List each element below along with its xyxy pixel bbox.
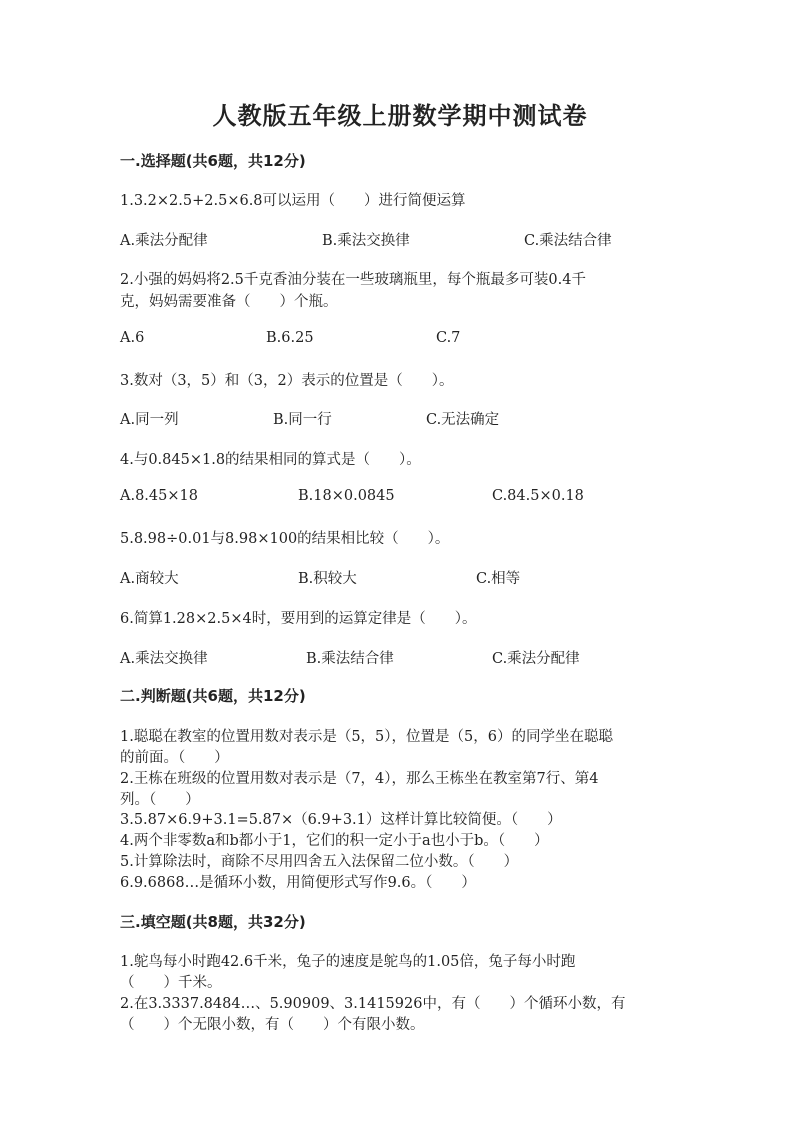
- option-c: C.无法确定: [426, 412, 500, 428]
- option-a: A.同一列: [120, 412, 179, 428]
- fill-line: （ ）千米。: [120, 975, 222, 991]
- option-a: A.乘法分配律: [120, 233, 208, 249]
- question-text: 克，妈妈需要准备（ ）个瓶。: [120, 294, 338, 310]
- option-c: C.相等: [476, 571, 521, 587]
- question-text: 3.数对（3，5）和（3，2）表示的位置是（ ）。: [120, 373, 454, 389]
- option-b: B.乘法结合律: [306, 651, 394, 667]
- section-heading-fill: 三.填空题(共8题，共32分): [120, 913, 306, 931]
- page-title: 人教版五年级上册数学期中测试卷: [212, 102, 588, 130]
- judgment-line: 的前面。（ ）: [120, 750, 229, 766]
- judgment-line: 1.聪聪在教室的位置用数对表示是（5，5），位置是（5，6）的同学坐在聪聪: [120, 729, 613, 745]
- option-c: C.84.5×0.18: [492, 488, 584, 504]
- judgment-line: 6.9.6868…是循环小数，用简便形式写作9.6。（ ）: [120, 875, 476, 891]
- option-c: C.乘法分配律: [492, 651, 580, 667]
- section-heading-judgment: 二.判断题(共6题，共12分): [120, 687, 306, 705]
- judgment-line: 3.5.87×6.9+3.1=5.87×（6.9+3.1）这样计算比较简便。（ ）: [120, 812, 562, 828]
- option-b: B.同一行: [273, 412, 332, 428]
- option-b: B.18×0.0845: [298, 488, 395, 504]
- option-c: C.乘法结合律: [524, 233, 612, 249]
- option-c: C.7: [436, 330, 461, 346]
- question-text: 4.与0.845×1.8的结果相同的算式是（ ）。: [120, 452, 421, 468]
- judgment-line: 2.王栋在班级的位置用数对表示是（7，4），那么王栋坐在教室第7行、第4: [120, 771, 599, 787]
- section-heading-choice: 一.选择题(共6题，共12分): [120, 152, 306, 170]
- option-a: A.商较大: [120, 571, 179, 587]
- option-b: B.积较大: [298, 571, 357, 587]
- fill-line: 2.在3.3337.8484…、5.90909、3.1415926中，有（ ）个循环小数，有: [120, 996, 626, 1012]
- fill-line: 1.鸵鸟每小时跑42.6千米，兔子的速度是鸵鸟的1.05倍，兔子每小时跑: [120, 954, 576, 970]
- fill-line: （ ）个无限小数，有（ ）个有限小数。: [120, 1017, 425, 1033]
- question-text: 2.小强的妈妈将2.5千克香油分装在一些玻璃瓶里，每个瓶最多可装0.4千: [120, 272, 586, 288]
- question-text: 5.8.98÷0.01与8.98×100的结果相比较（ ）。: [120, 531, 450, 547]
- option-b: B.6.25: [266, 330, 314, 346]
- question-text: 6.简算1.28×2.5×4时，要用到的运算定律是（ ）。: [120, 611, 477, 627]
- judgment-line: 列。（ ）: [120, 792, 200, 808]
- option-a: A.6: [120, 330, 145, 346]
- option-a: A.乘法交换律: [120, 651, 208, 667]
- judgment-line: 4.两个非零数a和b都小于1，它们的积一定小于a也小于b。（ ）: [120, 833, 549, 849]
- question-text: 1.3.2×2.5+2.5×6.8可以运用（ ）进行简便运算: [120, 193, 466, 209]
- option-a: A.8.45×18: [120, 488, 198, 504]
- option-b: B.乘法交换律: [322, 233, 410, 249]
- judgment-line: 5.计算除法时，商除不尽用四舍五入法保留二位小数。（ ）: [120, 854, 519, 870]
